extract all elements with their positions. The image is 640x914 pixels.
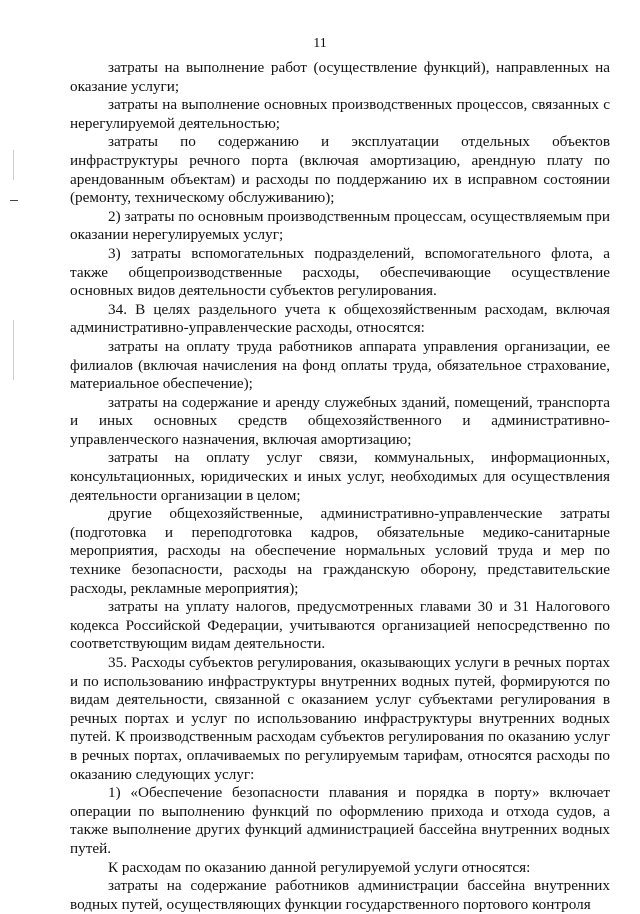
paragraph: затраты на уплату налогов, предусмотренных главами 30 и 31 Налогового кодекса Российской Федерации, учитываются организацией непосредственно по соответствующим видам деятельности. [70,598,610,653]
paragraph: затраты на выполнение работ (осуществление функций), направленных на оказание услуги; [70,59,610,95]
paragraph: затраты на содержание и аренду служебных зданий, помещений, транспорта и иных основных средств общехозяйственного и административно-управленческого назначения, включая амортизацию; [70,393,610,448]
paragraph: К расходам по оказанию данной регулируемой услуги относятся: [108,858,531,876]
paragraph: затраты по содержанию и эксплуатации отдельных объектов инфраструктуры речного порта (включая амортизацию, арендную плату по арендованным объектам) и расходы по поддержанию их в исправном состоянии (ремонту, техническому обслуживанию); [70,133,610,207]
margin-dots [13,150,14,180]
paragraph: затраты на выполнение основных производственных процессов, связанных с нерегулируемой деятельностью; [70,96,610,132]
paragraph: затраты на оплату услуг связи, коммунальных, информационных, консультационных, юридических и иных услуг, необходимых для осуществления деятельности организации в целом; [70,449,610,504]
page-number: 11 [313,36,327,51]
paragraph: 3) затраты вспомогательных подразделений, вспомогательного флота, а также общепроизводственные расходы, обеспечивающие осуществление основных видов деятельности субъектов регулирования. [70,244,610,300]
margin-mark [10,200,18,201]
paragraph: затраты на содержание работников администрации бассейна внутренних водных путей, осуществляющих функции государственного портового контроля [70,877,610,913]
paragraph: другие общехозяйственные, административно-управленческие затраты (подготовка и переподготовка кадров, обязательные медико-санитарные мероприятия, расходы на обеспечение нормальных условий труда и мер по технике безопасности, расходы на гражданскую оборону, представительские расходы, рекламные мероприятия); [70,505,610,597]
margin-dots [13,320,14,380]
document-body [70,59,610,914]
paragraph: затраты на оплату труда работников аппарата управления организации, ее филиалов (включая начисления на фонд оплаты труда, обязательное страхование, материальное обеспечение); [70,337,610,393]
paragraph: 2) затраты по основным производственным процессам, осуществляемым при оказании нерегулируемых услуг; [70,207,610,244]
paragraph: 35. Расходы субъектов регулирования, оказывающих услуги в речных портах и по использованию инфраструктуры внутренних водных путей, формируются по видам деятельности, связанной с оказанием услуг субъектами регулирования в речных портах и услуг по использованию инфраструктуры внутренних водных путей. К производственным расходам субъектов регулирования по оказанию услуг в речных портах, оплачиваемых по регулируемым тарифам, относятся расходы по оказанию следующих услуг: [70,654,610,783]
paragraph: 1) «Обеспечение безопасности плавания и порядка в порту» включает операции по выполнению функций по оформлению прихода и отхода судов, а также выполнение других функций администрацией бассейна внутренних водных путей. [70,784,610,857]
paragraph: 34. В целях раздельного учета к общехозяйственным расходам, включая административно-управленческие расходы, относятся: [70,300,610,337]
